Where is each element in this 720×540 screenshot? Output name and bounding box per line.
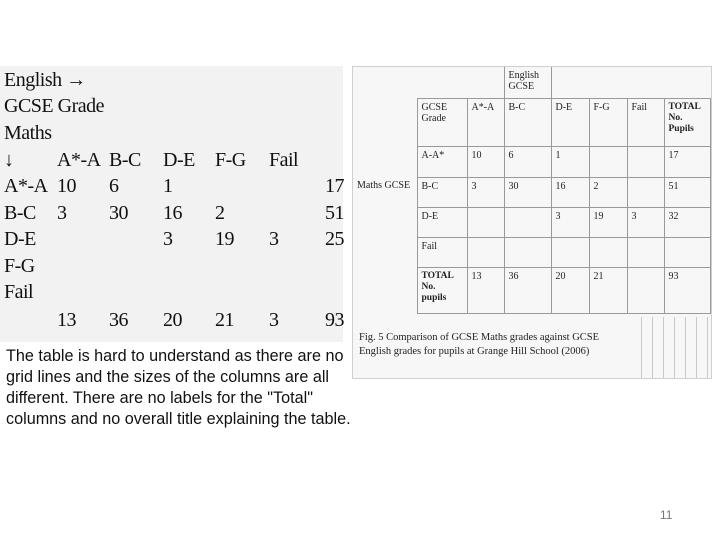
good-table	[353, 67, 711, 314]
good-col-header: B-C	[504, 98, 551, 146]
bad-cell-total: 51	[325, 202, 344, 224]
good-cell: 16	[551, 177, 589, 207]
good-cell	[589, 146, 627, 177]
good-col-header: Fail	[627, 98, 664, 146]
bad-cell: 3	[163, 228, 173, 250]
bad-cell: 3	[57, 202, 67, 224]
good-cell	[627, 237, 664, 267]
good-table-figure	[352, 66, 712, 379]
bad-cell: 19	[215, 228, 234, 250]
good-total-cell: 13	[467, 267, 504, 313]
bad-col-header: B-C	[109, 149, 141, 171]
maths-gcse-label: Maths GCSE	[357, 180, 411, 191]
good-row-label-total: TOTAL No. pupils	[417, 267, 467, 313]
bad-col-header: F-G	[215, 149, 246, 171]
bad-row-label: F-G	[4, 255, 35, 277]
good-cell: 3	[467, 177, 504, 207]
good-cell: 1	[551, 146, 589, 177]
bad-cell: 3	[269, 228, 279, 250]
good-cell	[589, 237, 627, 267]
bad-total-cell: 20	[163, 309, 182, 331]
scan-stripes-decoration	[631, 317, 711, 378]
bad-table	[0, 66, 343, 342]
good-cell	[627, 146, 664, 177]
bad-row-label: B-C	[4, 202, 36, 224]
good-total-cell: 20	[551, 267, 589, 313]
good-cell: 51	[664, 177, 710, 207]
good-total-cell: 21	[589, 267, 627, 313]
bad-col-header: D-E	[163, 149, 195, 171]
good-total-cell: 36	[504, 267, 551, 313]
bad-cell: 16	[163, 202, 182, 224]
bad-total-cell: 93	[325, 309, 344, 331]
good-cell: 3	[551, 207, 589, 237]
good-col-header: A*-A	[467, 98, 504, 146]
good-cell	[467, 207, 504, 237]
explanation-text: The table is hard to understand as there are no grid lines and the sizes of the columns are all different. There are no labels for the "Total" columns and no overall title explaining the table.	[6, 347, 351, 428]
good-col-header: D-E	[551, 98, 589, 146]
bad-col-header: Fail	[269, 149, 299, 171]
good-row-label: A-A*	[417, 146, 467, 177]
figure-caption: Fig. 5 Comparison of GCSE Maths grades against GCSE English grades for pupils at Grange Hill School (2006)	[359, 332, 600, 357]
bad-cell-total: 25	[325, 228, 344, 250]
good-cell: 2	[589, 177, 627, 207]
good-cell	[467, 237, 504, 267]
bad-cell: 1	[163, 175, 173, 197]
bad-total-cell: 21	[215, 309, 234, 331]
good-cell	[551, 237, 589, 267]
gcse-grade-label: GCSE Grade	[4, 95, 104, 117]
good-row-label: Fail	[417, 237, 467, 267]
good-total-cell	[627, 267, 664, 313]
bad-cell: 10	[57, 175, 76, 197]
maths-label: Maths	[4, 122, 52, 144]
english-label: English →	[4, 69, 86, 91]
good-col-header: TOTAL No. Pupils	[664, 98, 710, 146]
good-cell: 17	[664, 146, 710, 177]
good-cell: 10	[467, 146, 504, 177]
bad-row-label: D-E	[4, 228, 36, 250]
bad-cell: 30	[109, 202, 128, 224]
bad-row-label: Fail	[4, 281, 34, 303]
down-arrow-icon: ↓	[4, 149, 14, 171]
good-cell: 30	[504, 177, 551, 207]
bad-total-cell: 3	[269, 309, 279, 331]
bad-cell: 6	[109, 175, 119, 197]
good-row-label: B-C	[417, 177, 467, 207]
good-cell: 19	[589, 207, 627, 237]
good-cell: 32	[664, 207, 710, 237]
good-col-header: F-G	[589, 98, 627, 146]
good-total-cell: 93	[664, 267, 710, 313]
english-gcse-header: English GCSE	[504, 67, 551, 98]
good-cell	[664, 237, 710, 267]
good-cell	[504, 237, 551, 267]
page-number: 11	[660, 508, 673, 522]
bad-cell: 2	[215, 202, 225, 224]
bad-total-cell: 36	[109, 309, 128, 331]
bad-row-label: A*-A	[4, 175, 48, 197]
good-cell: 3	[627, 207, 664, 237]
good-cell	[504, 207, 551, 237]
good-row-label: D-E	[417, 207, 467, 237]
bad-col-header: A*-A	[57, 149, 101, 171]
corner-header: GCSE Grade	[417, 98, 467, 146]
bad-total-cell: 13	[57, 309, 76, 331]
bad-cell-total: 17	[325, 175, 344, 197]
good-cell	[627, 177, 664, 207]
good-cell: 6	[504, 146, 551, 177]
